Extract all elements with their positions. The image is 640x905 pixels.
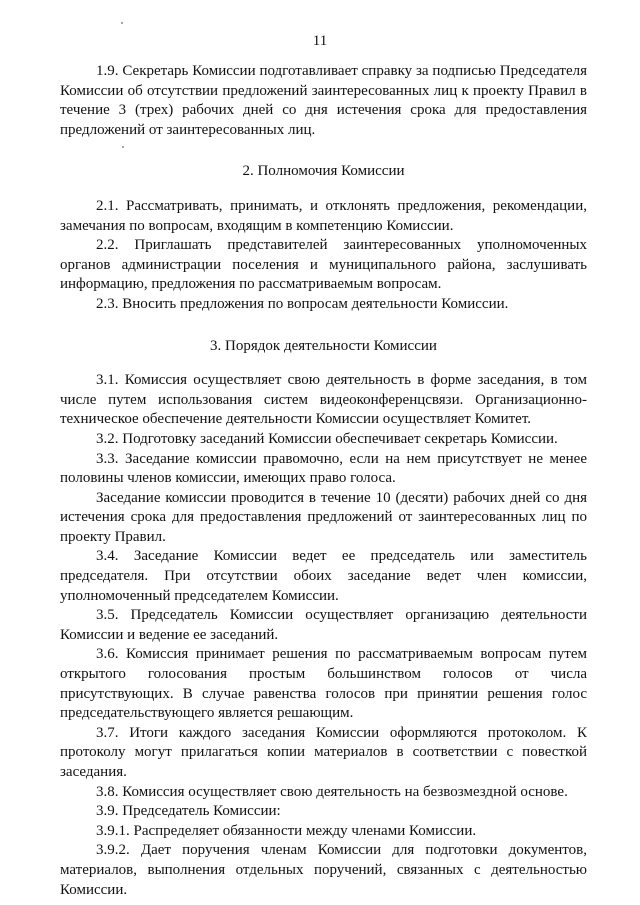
document-body [60, 62, 587, 900]
paragraph-3-9-1: 3.9.1. Распределяет обязанности между членами Комиссии. [96, 822, 477, 839]
paragraph-3-1: 3.1. Комиссия осуществляет свою деятельность в форме заседания, в том числе путем использования систем видеоконференцсвязи. Организационно-техническое обеспечение деятельности Комиссии осуществляет Комитет. [60, 372, 587, 428]
paragraph-3-9-2: 3.9.2. Дает поручения членам Комиссии для подготовки документов, материалов, выполнения отдельных поручений, связанных с деятельностью Комиссии. [60, 842, 587, 898]
paragraph-3-5: 3.5. Председатель Комиссии осуществляет организацию деятельности Комиссии и ведение ее заседаний. [60, 607, 587, 643]
paragraph-2-3: 2.3. Вносить предложения по вопросам деятельности Комиссии. [96, 295, 509, 312]
section-heading-2: 2. Полномочия Комиссии [242, 163, 405, 180]
paragraph-3-6: 3.6. Комиссия принимает решения по рассматриваемым вопросам путем открытого голосования простым большинством голосов от числа присутствующих. В случае равенства голосов при принятии решения голос председательствующего является решающим. [60, 646, 587, 722]
paragraph-3-2: 3.2. Подготовку заседаний Комиссии обеспечивает секретарь Комиссии. [96, 430, 558, 447]
paragraph-3-3-extra: Заседание комиссии проводится в течение 10 (десяти) рабочих дней со дня истечения срока для предоставления предложений от заинтересованных лиц по проекту Правил. [60, 489, 587, 545]
paragraph-2-2: 2.2. Приглашать представителей заинтересованных уполномоченных органов администрации поселения и муниципального района, заслушивать информацию, предложения по рассматриваемым вопросам. [60, 237, 587, 293]
paragraph-3-8: 3.8. Комиссия осуществляет свою деятельность на безвозмездной основе. [96, 783, 568, 800]
paragraph-1-9: 1.9. Секретарь Комиссии подготавливает справку за подписью Председателя Комиссии об отсутствии предложений заинтересованных лиц к проекту Правил в течение 3 (трех) рабочих дней со дня истечения срока для предоставления предложений от заинтересованных лиц. [60, 63, 587, 138]
scan-speck [121, 22, 123, 24]
paragraph-2-1: 2.1. Рассматривать, принимать, и отклонять предложения, рекомендации, замечания по вопросам, входящим в компетенцию Комиссии. [60, 197, 587, 234]
paragraph-3-9: 3.9. Председатель Комиссии: [96, 803, 281, 820]
page-number: 11 [312, 33, 328, 49]
paragraph-3-3: 3.3. Заседание комиссии правомочно, если на нем присутствует не менее половины членов комиссии, имеющих право голоса. [60, 450, 587, 487]
paragraph-3-7: 3.7. Итоги каждого заседания Комиссии оформляются протоколом. К протоколу могут прилагаться копии материалов в соответствии с повесткой заседания. [60, 724, 587, 780]
section-heading-3: 3. Порядок деятельности Комиссии [210, 337, 437, 354]
paragraph-3-4: 3.4. Заседание Комиссии ведет ее председатель или заместитель председателя. При отсутствии обоих заседание ведет член комиссии, уполномоченный председателем Комиссии. [60, 548, 587, 604]
